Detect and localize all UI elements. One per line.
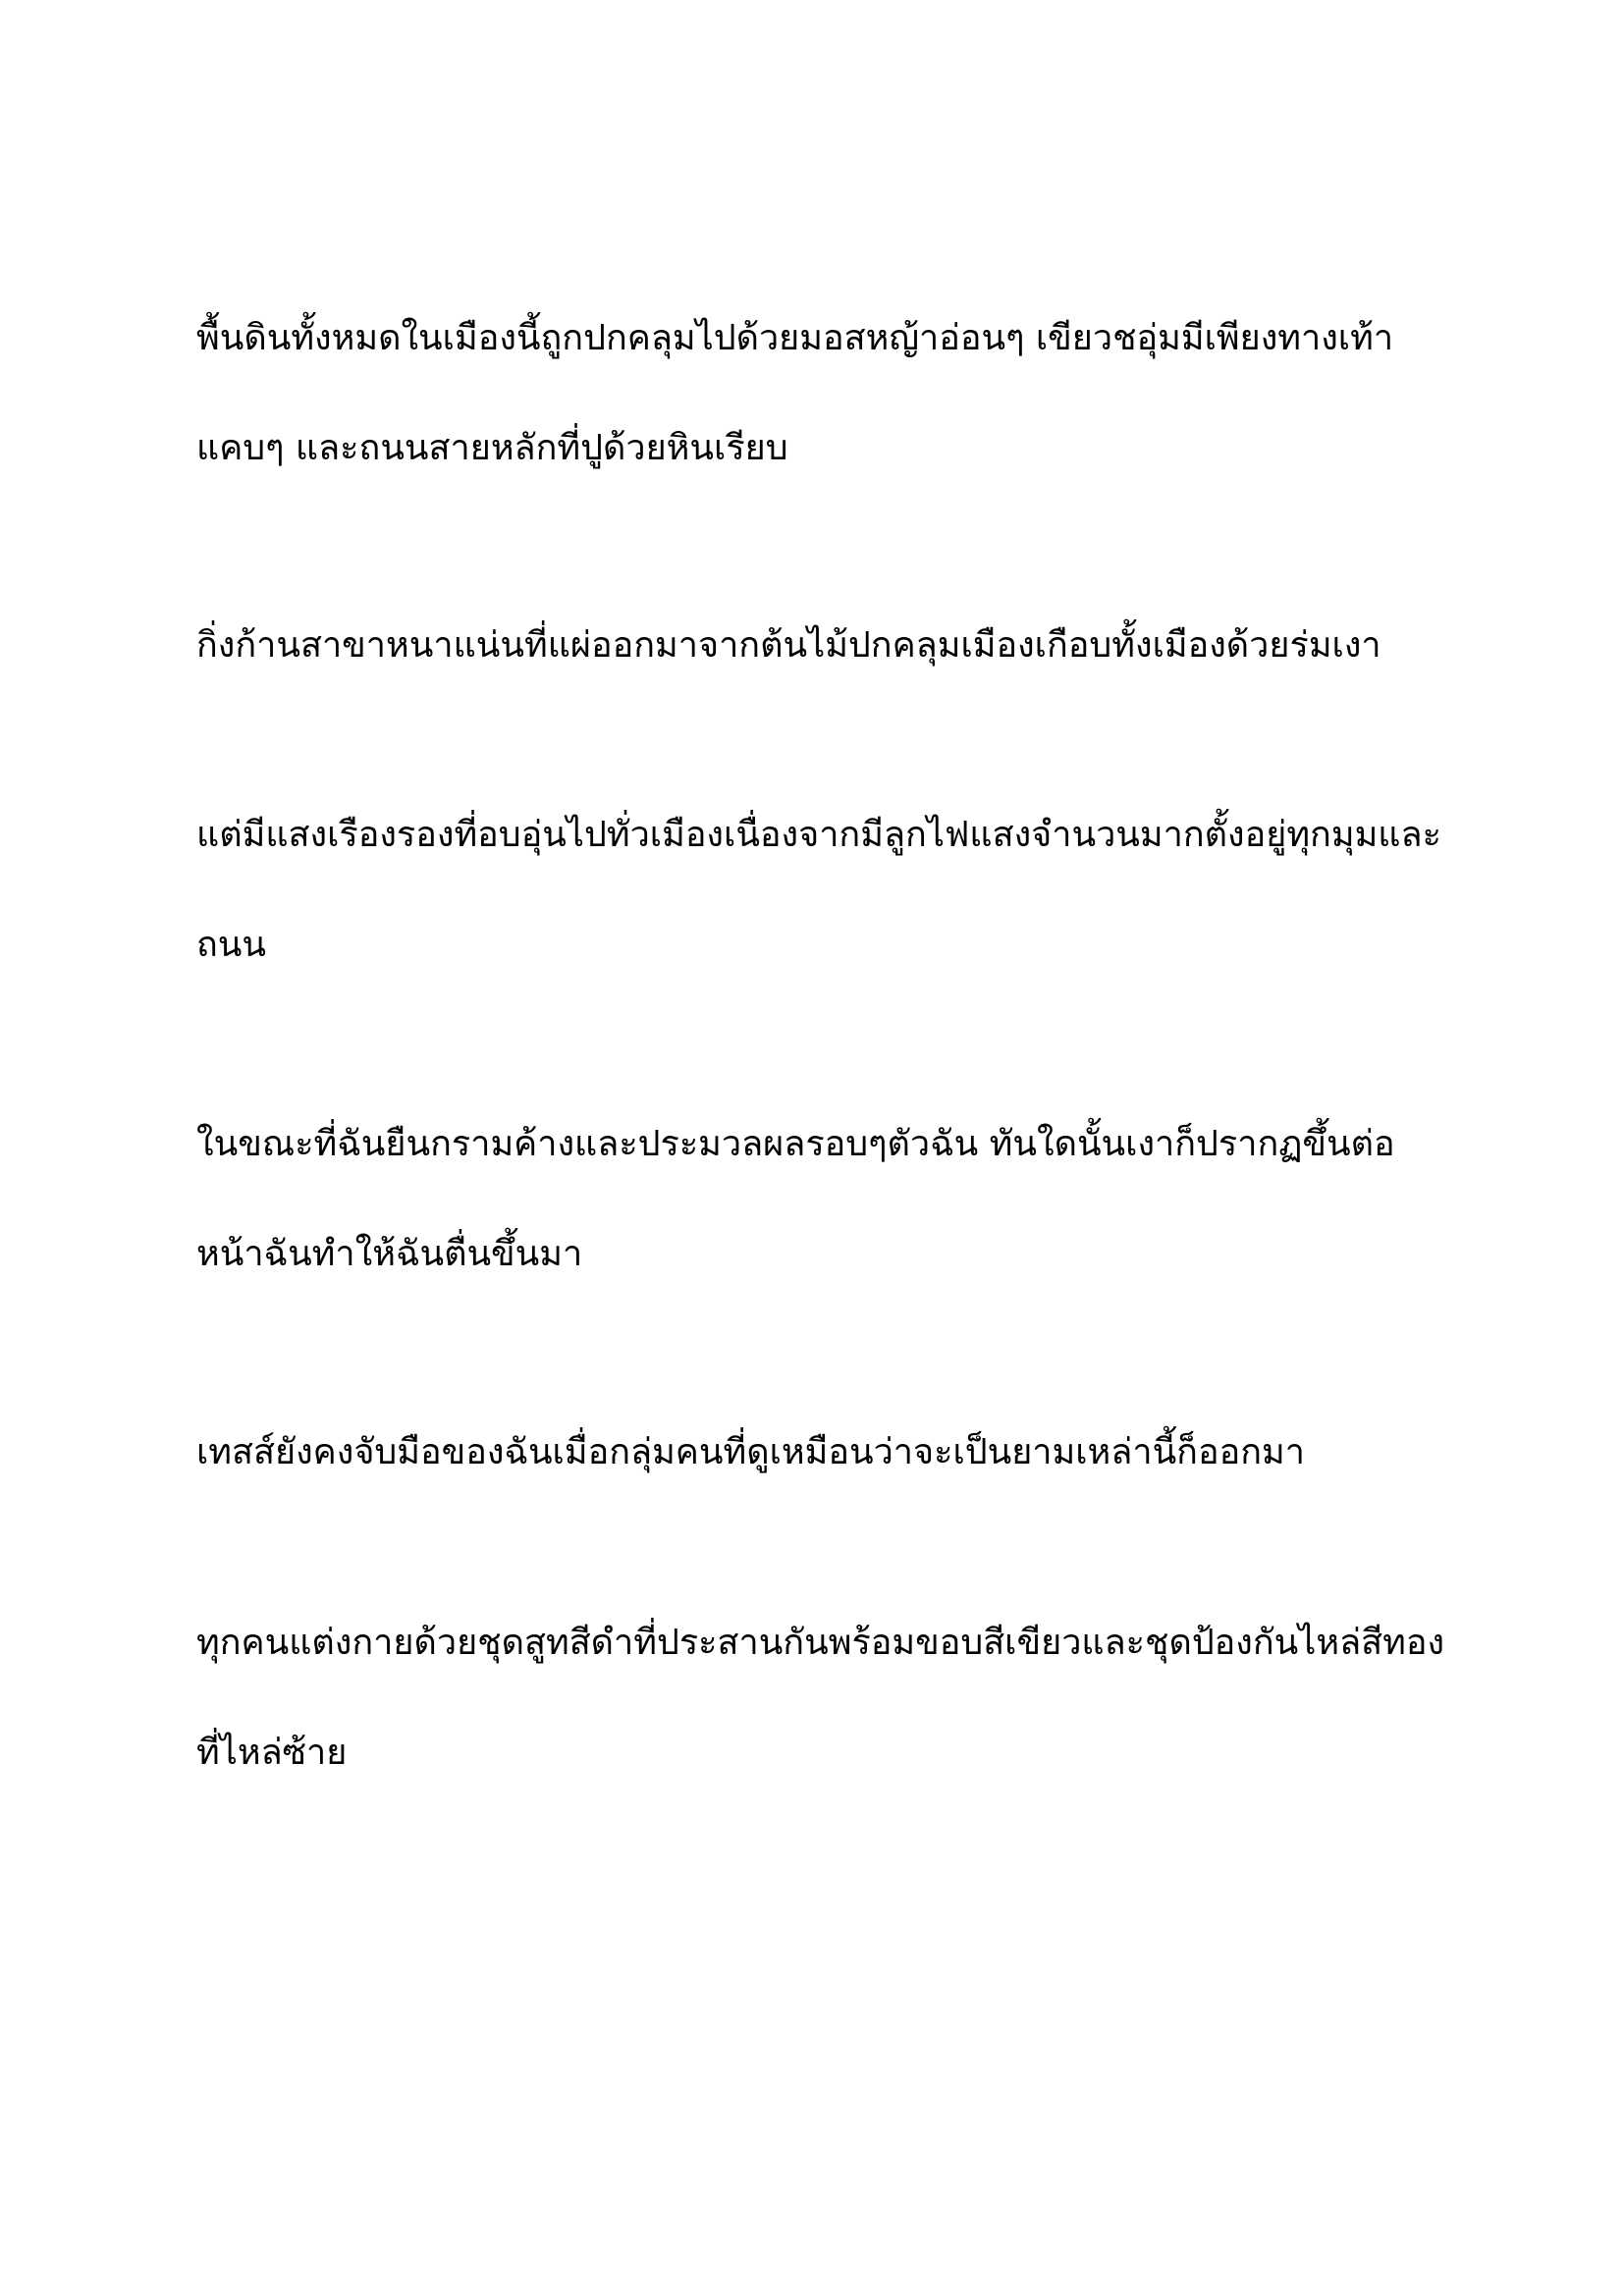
paragraph-5: เทสส์ยังคงจับมือของฉันเมื่อกลุ่มคนที่ดูเหมือนว่าจะเป็นยามเหล่านี้ก็ออกมา [196,1432,1305,1472]
paragraph-6: ทุกคนแต่งกายด้วยชุดสูทสีดำที่ประสานกันพร้อมขอบสีเขียวและชุดป้องกันไหล่สีทองที่ไหล่ซ้าย [196,1623,1445,1773]
paragraph-2: กิ่งก้านสาขาหนาแน่นที่แผ่ออกมาจากต้นไม้ปกคลุมเมืองเกือบทั้งเมืองด้วยร่มเงา [196,625,1381,666]
paragraph-3: แต่มีแสงเรืองรองที่อบอุ่นไปทั่วเมืองเนื่องจากมีลูกไฟแสงจำนวนมากตั้งอยู่ทุกมุมและถนน [196,815,1441,965]
paragraph-4: ในขณะที่ฉันยืนกรามค้างและประมวลผลรอบๆตัวฉัน ทันใดนั้นเงาก็ปรากฏขึ้นต่อหน้าฉันทำให้ฉันตื่นขึ้นมา [196,1124,1395,1274]
paragraph-1: พื้นดินทั้งหมดในเมืองนี้ถูกปกคลุมไปด้วยมอสหญ้าอ่อนๆ เขียวชอุ่มมีเพียงทางเท้าแคบๆ และถนนสายหลักที่ปูด้วยหินเรียบ [196,318,1394,468]
